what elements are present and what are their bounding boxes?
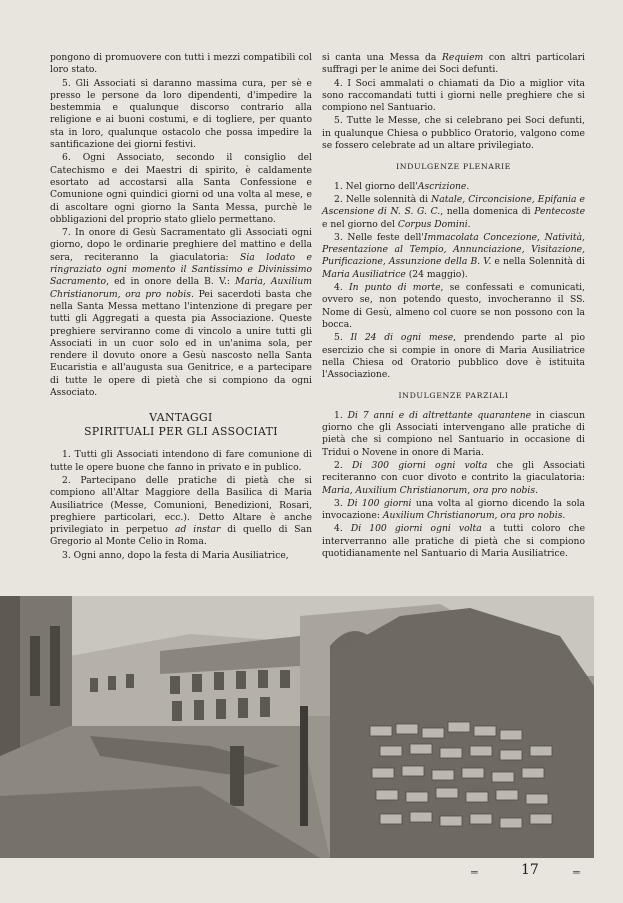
paragraph: 6. Ogni Associato, secondo il consiglio del Catechismo e dei Maestri di spirito, è caldamente esortato ad accostarsi alla Santa Confessione e Comunione ogni quindici giorni od una volta al mese, e di ascoltare ogni giorno la Santa Messa, purchè le obbligazioni del proprio stato glielo permettano. [50, 152, 312, 225]
page-footer [0, 862, 623, 892]
ornament-dash: ═ [471, 866, 478, 879]
paragraph: 2. Partecipano delle pratiche di pietà che si compiono all'Altar Maggiore della Basilica di Maria Ausiliatrice (Messe, Comunioni, Benedizioni, Rosari, preghiere particolari, ecc.). Detto Altare è anche privilegiato in perpetuo ad instar di quello di San Gregorio al Monte Celio in Roma. [50, 474, 312, 548]
ornament-dash: ═ [573, 866, 580, 879]
paragraph: 4. Di 100 giorni ogni volta a tutti coloro che interverranno alle pratiche di pietà che si compiono quotidianamente nel Santuario di Maria Ausiliatrice. [322, 523, 586, 559]
paragraph: 3. Nelle feste dell'Immacolata Concezione, Natività, Presentazione al Tempio, Annunciazione, Visitazione, Purificazione, Assunzione della B. V. e nella Solennità di Maria Ausiliatrice (24 maggio). [322, 231, 585, 280]
paragraph: 2. Nelle solennità di Natale, Circoncisione, Epifania e Ascensione di N. S. G. C., nella domenica di Pentecoste e nel giorno del Corpus Domini. [322, 193, 586, 230]
paragraph: 3. Ogni anno, dopo la festa di Maria Ausiliatrice, [62, 549, 289, 561]
paragraph: pongono di promuovere con tutti i mezzi compatibili col loro stato. [50, 52, 312, 76]
subheading-parziali: INDULGENZE PARZIALI [398, 391, 509, 401]
paragraph: 5. Tutte le Messe, che si celebrano pei Soci defunti, in qualunque Chiesa o pubblico Oratorio, valgono come se fossero celebrate ad un altare privilegiato. [322, 115, 585, 152]
paragraph: 4. I Soci ammalati o chiamati da Dio a miglior vita sono raccomandati tutti i giorni nelle preghiere che si compiono nel Santuario. [322, 77, 585, 114]
section-heading: VANTAGGI SPIRITUALI PER GLI ASSOCIATI [84, 411, 278, 439]
page-number: 17 [521, 862, 539, 878]
left-column [50, 52, 312, 563]
construction-photograph [0, 596, 594, 858]
paragraph: 4. In punto di morte, se confessati e comunicati, ovvero se, non potendo questo, invocheranno il SS. Nome di Gesù, almeno col cuore se non possono con la bocca. [322, 282, 585, 330]
paragraph: 1. Tutti gli Associati intendono di fare comunione di tutte le opere buone che fanno in privato e in publico. [50, 449, 312, 473]
paragraph: 7. In onore di Gesù Sacramentato gli Associati ogni giorno, dopo le ordinarie preghiere del mattino e della sera, reciteranno la giaculatoria: Sia lodato e ringraziato ogni momento il Santissimo e Divinissimo Sacramento, ed in onore della B. V.: Maria, Auxilium Christianorum, ora pro nobis. Pei sacerdoti basta che nella Santa Messa mettano l'intenzione di pregare per tutti gli Aggregati a questa pia Associazione. Queste preghiere serviranno come di vincolo a unire tutti gli Associati in un cuor solo ed in un'anima sola, per rendere il dovuto onore a Gesù nascosto nella Santa Eucaristia e all'augusta sua Genitrice, e a partecipare di tutte le opere di pietà che si compiono da ogni Associato. [50, 227, 313, 399]
paragraph: 2. Di 300 giorni ogni volta che gli Associati reciteranno con cuor divoto e contrito la giaculatoria: Maria, Auxilium Christianorum, ora pro nobis. [322, 459, 586, 496]
paragraph: 5. Gli Associati si daranno massima cura, per sè e presso le persone da loro dipendenti, d'impedire la bestemmia e qualunque discorso contrario alla religione e ai buoni costumi, e di togliere, per quanto sta in loro, qualunque ostacolo che possa impedire la santificazione dei giorni festivi. [50, 77, 312, 151]
paragraph: 1. Nel giorno dell'Ascrizione. [334, 180, 470, 192]
right-column [322, 52, 585, 561]
paragraph: 1. Di 7 anni e di altrettante quarantene in ciascun giorno che gli Associati intervengano alle pratiche di pietà che si compiono nel Santuario in occasione di Tridui o Novene in onore di Maria. [322, 409, 586, 458]
subheading-plenarie: INDULGENZE PLENARIE [396, 162, 511, 172]
paragraph: 5. Il 24 di ogni mese, prendendo parte al pio esercizio che si compie in onore di Maria Ausiliatrice nella Chiesa od Oratorio pubblico dove è istituita l'Associazione. [322, 332, 585, 381]
paragraph: si canta una Messa da Requiem con altri particolari suffragi per le anime dei Soci defunti. [322, 52, 585, 76]
paragraph: 3. Di 100 giorni una volta al giorno dicendo la sola invocazione: Auxilium Christianorum, ora pro nobis. [322, 497, 586, 522]
